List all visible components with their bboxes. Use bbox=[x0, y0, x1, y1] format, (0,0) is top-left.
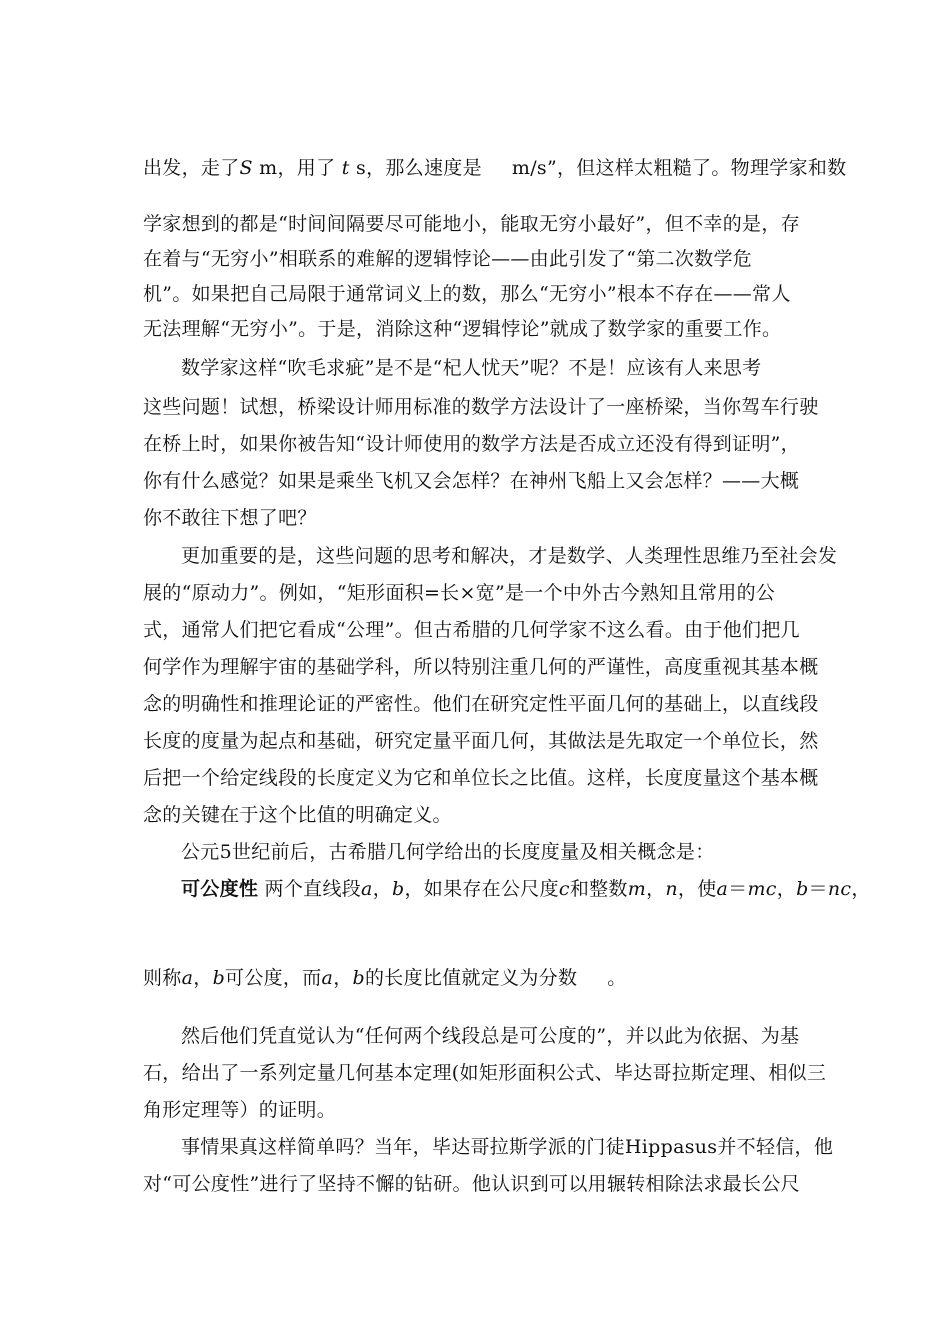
text-run: 可公度，而 bbox=[225, 967, 322, 989]
paragraph-line: 在着与“无穷小”相联系的难解的逻辑悖论——由此引发了“第二次数学危 bbox=[143, 248, 753, 270]
text-run: ， bbox=[776, 878, 797, 900]
variable-b: b bbox=[392, 878, 405, 900]
paragraph-line: 然后他们凭直觉认为“任何两个线段总是可公度的”，并以此为依据、为基 bbox=[181, 1025, 800, 1047]
variable-t: t bbox=[341, 157, 350, 179]
variable-a: a bbox=[181, 967, 194, 989]
paragraph-line: 这些问题！试想，桥梁设计师用标准的数学方法设计了一座桥梁，当你驾车行驶 bbox=[143, 396, 819, 418]
paragraph-line: 展的“原动力”。例如，“矩形面积=长×宽”是一个中外古今熟知且常用的公 bbox=[143, 582, 776, 604]
variable-b: b bbox=[212, 967, 226, 989]
text-run: ， bbox=[372, 878, 392, 900]
text-run: s，那么速度是 bbox=[349, 157, 482, 179]
paragraph-line: 事情果真这样简单吗？当年，毕达哥拉斯学派的门徒Hippasus并不轻信，他 bbox=[181, 1136, 834, 1158]
paragraph-line bbox=[143, 156, 847, 180]
paragraph-line: 念的关键在于这个比值的明确定义。 bbox=[143, 804, 452, 826]
paragraph-line: 公元5世纪前后，古希腊几何学给出的长度度量及相关概念是： bbox=[181, 841, 715, 863]
paragraph-line: 石，给出了一系列定量几何基本定理(如矩形面积公式、毕达哥拉斯定理、相似三 bbox=[143, 1062, 827, 1084]
definition-line bbox=[143, 966, 809, 990]
text-run: 出发，走了 bbox=[143, 157, 240, 179]
text-run: ＝ bbox=[728, 878, 748, 900]
definition-term: 可公度性 bbox=[181, 878, 259, 900]
text-run: ， bbox=[851, 878, 871, 900]
variable-nc: nc bbox=[827, 878, 852, 900]
variable-c: c bbox=[558, 878, 570, 900]
text-run: 和整数 bbox=[569, 878, 628, 900]
text-run: 两个直线段 bbox=[258, 878, 362, 900]
paragraph-line: 你有什么感觉？如果是乘坐飞机又会怎样？在神州飞船上又会怎样？——大概 bbox=[143, 470, 800, 492]
text-run: 的长度比值就定义为分数 bbox=[364, 967, 578, 989]
definition-line bbox=[181, 877, 871, 901]
paragraph-line: 对“可公度性”进行了坚持不懈的钻研。他认识到可以用辗转相除法求最长公尺 bbox=[143, 1173, 800, 1195]
paragraph-line: 在桥上时，如果你被告知“设计师使用的数学方法是否成立还没有得到证明”， bbox=[143, 433, 800, 455]
paragraph-line: 何学作为理解宇宙的基础学科，所以特别注重几何的严谨性，高度重视其基本概 bbox=[143, 656, 819, 678]
variable-b: b bbox=[352, 967, 365, 989]
paragraph-line: 后把一个给定线段的长度定义为它和单位长之比值。这样，长度度量这个基本概 bbox=[143, 767, 819, 789]
paragraph-line: 机”。如果把自己局限于通常词义上的数，那么“无穷小”根本不存在——常人 bbox=[143, 283, 791, 305]
text-run: 则称 bbox=[143, 967, 182, 989]
text-run: ， bbox=[193, 967, 213, 989]
variable-s: S bbox=[239, 157, 253, 179]
paragraph-line: 更加重要的是，这些问题的思考和解决，才是数学、人类理性思维乃至社会发 bbox=[181, 545, 838, 567]
variable-a: a bbox=[361, 878, 373, 900]
paragraph-line: 你不敢往下想了吧？ bbox=[143, 507, 317, 529]
variable-m: m bbox=[627, 878, 647, 900]
text-run: ＝ bbox=[808, 878, 828, 900]
text-run: m/s”，但这样太粗糙了。物理学家和数 bbox=[511, 157, 847, 179]
paragraph-line: 数学家这样“吹毛求疵”是不是“杞人忧天”呢？不是！应该有人来思考 bbox=[181, 357, 762, 379]
paragraph-line: 角形定理等）的证明。 bbox=[143, 1099, 337, 1121]
variable-mc: mc bbox=[747, 878, 777, 900]
text-run: ，使 bbox=[677, 878, 717, 900]
variable-a: a bbox=[321, 967, 334, 989]
text-run: m，用了 bbox=[252, 157, 342, 179]
paragraph-line: 学家想到的都是“时间间隔要尽可能地小，能取无穷小最好”，但不幸的是，存 bbox=[143, 213, 800, 235]
variable-n: n bbox=[665, 878, 678, 900]
text-run: ， bbox=[646, 878, 666, 900]
text-run: ， bbox=[333, 967, 353, 989]
paragraph-line: 无法理解“无穷小”。于是，消除这种“逻辑悖论”就成了数学家的重要工作。 bbox=[143, 318, 782, 340]
paragraph-line: 长度的度量为起点和基础，研究定量平面几何，其做法是先取定一个单位长，然 bbox=[143, 730, 819, 752]
variable-a: a bbox=[716, 878, 729, 900]
text-run: 。 bbox=[607, 967, 627, 989]
variable-b: b bbox=[796, 878, 809, 900]
paragraph-line: 念的明确性和推理论证的严密性。他们在研究定性平面几何的基础上，以直线段 bbox=[143, 693, 819, 715]
text-run: ，如果存在公尺度 bbox=[404, 878, 559, 900]
paragraph-line: 式，通常人们把它看成“公理”。但古希腊的几何学家不这么看。由于他们把几 bbox=[143, 619, 800, 641]
